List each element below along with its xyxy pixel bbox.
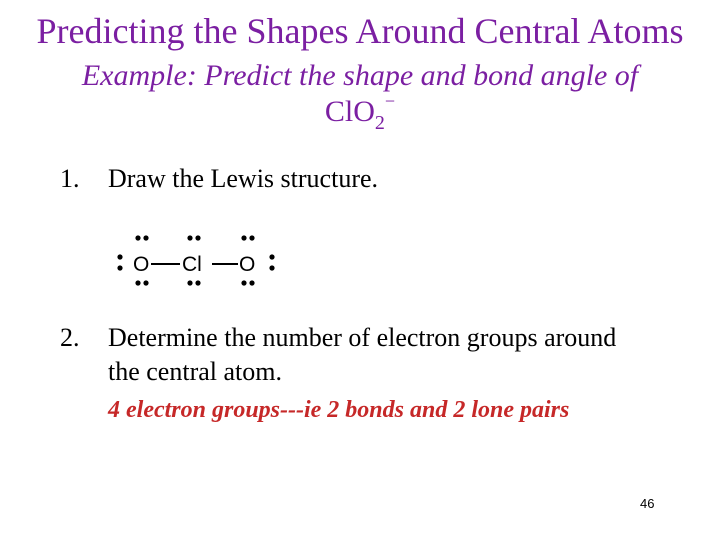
formula-subscript: 2 <box>374 112 385 134</box>
step-2-text-continued: the central atom. <box>108 357 282 386</box>
step-1-text: Draw the Lewis structure. <box>108 164 379 193</box>
step-2-text: Determine the number of electron groups around <box>108 323 617 352</box>
page-number: 46 <box>640 496 655 511</box>
step-2-number: 2. <box>60 323 80 352</box>
example-text: Example: Predict the shape and bond angle of <box>81 59 639 92</box>
lewis-structure-diagram <box>108 220 288 300</box>
step-2-answer: 4 electron groups---ie 2 bonds and 2 lone pairs <box>108 397 570 423</box>
formula-base: ClO <box>324 95 375 128</box>
atom-chlorine: Cl <box>182 253 202 276</box>
atom-right-oxygen: O <box>239 253 256 276</box>
formula-superscript: − <box>384 91 396 111</box>
step-1-number: 1. <box>60 164 80 193</box>
formula <box>0 91 720 134</box>
step-2 <box>60 322 616 354</box>
slide-title: Predicting the Shapes Around Central Atoms <box>36 11 684 51</box>
atom-left-oxygen: O <box>133 253 150 276</box>
step-1 <box>60 163 378 195</box>
